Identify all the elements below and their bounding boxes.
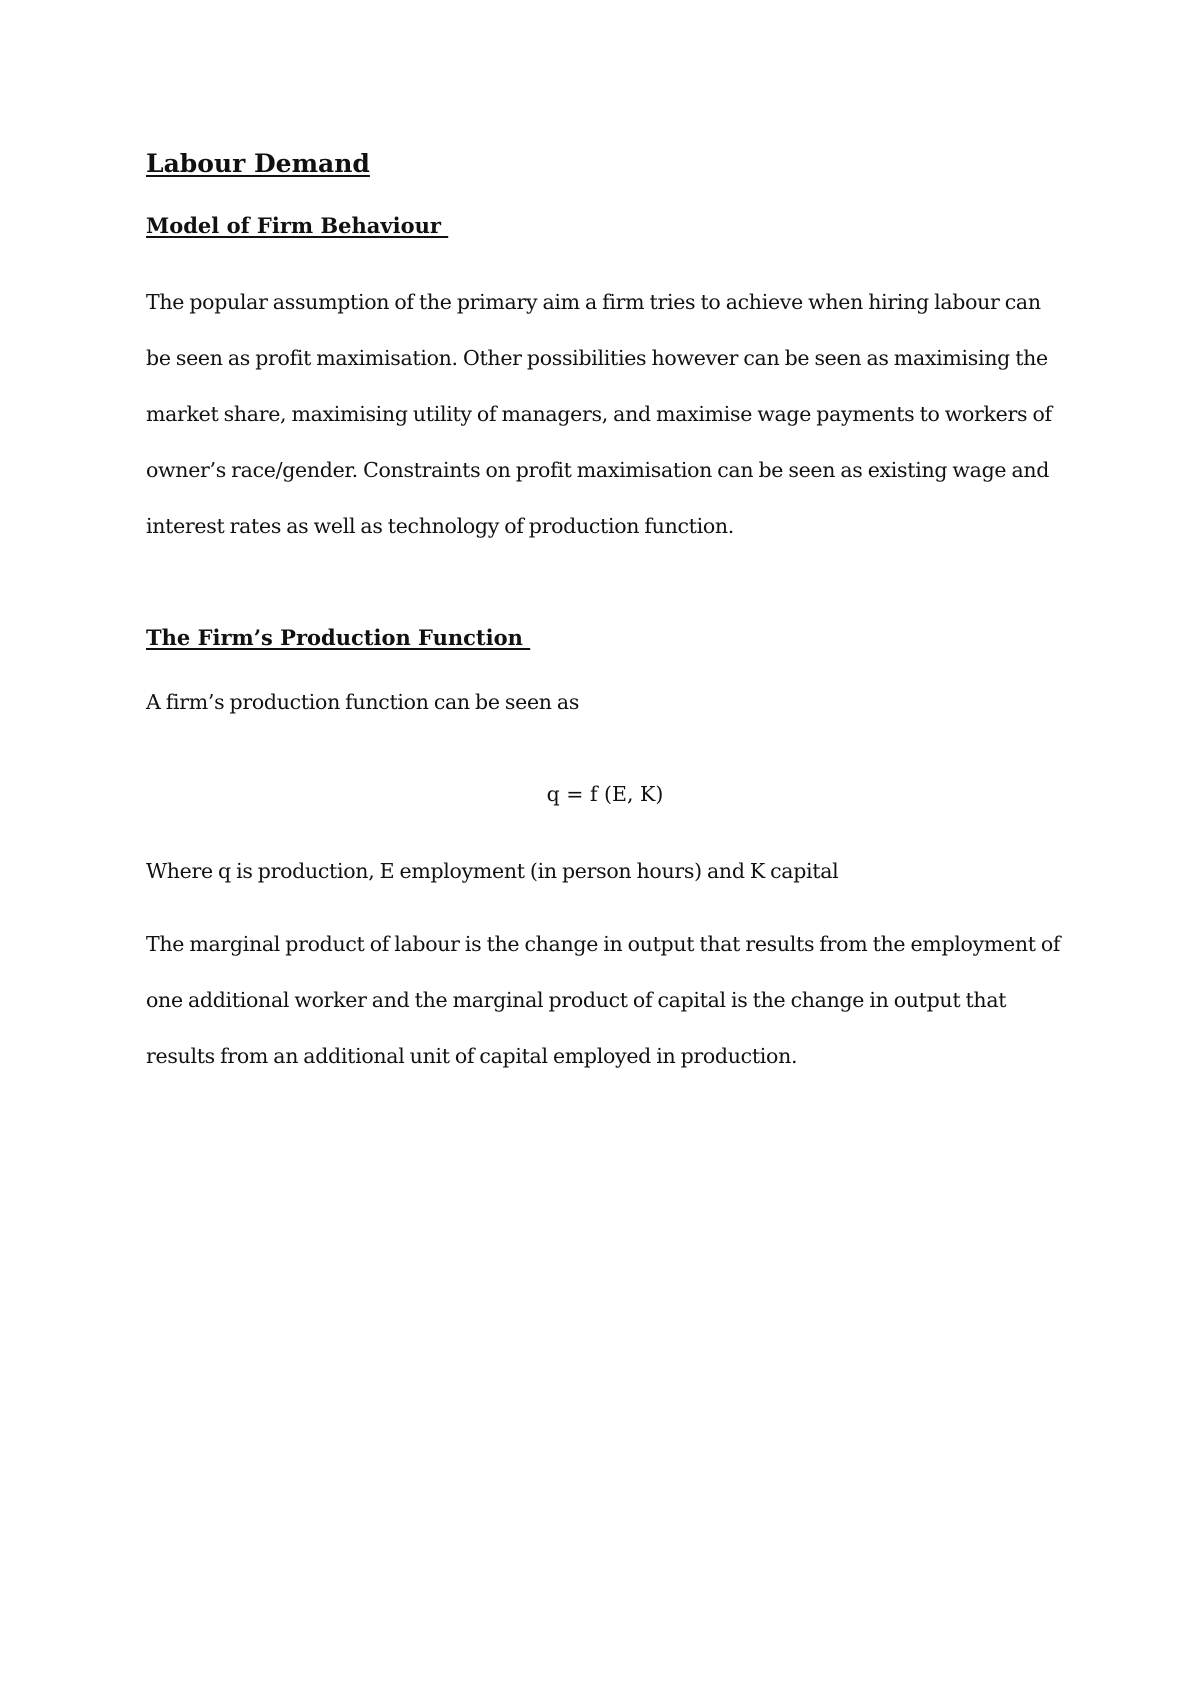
paragraph-profit-maximisation: The popular assumption of the primary aim a firm tries to achieve when hiring labour can be seen as profit maximisation. Other possibilities however can be seen as maximising the market share, maximising utility of managers, and maximise wage payments to workers of owner’s race/gender. Constraints on profit maximisation can be seen as existing wage and interest rates as well as technology of production function.	[146, 290, 1052, 538]
paragraph-production-function-intro: A firm’s production function can be seen as	[146, 690, 580, 714]
paragraph-marginal-product: The marginal product of labour is the change in output that results from the employment of one additional worker and the marginal product of capital is the change in output that results from an additional unit of capital employed in production.	[146, 932, 1061, 1068]
section-heading-model-of-firm-behaviour: Model of Firm Behaviour	[146, 213, 449, 238]
document-title: Labour Demand	[146, 149, 370, 178]
production-function-equation: q = f (E, K)	[546, 782, 664, 806]
section-heading-production-function: The Firm’s Production Function	[146, 625, 531, 650]
paragraph-variable-definitions: Where q is production, E employment (in person hours) and K capital	[146, 859, 839, 883]
